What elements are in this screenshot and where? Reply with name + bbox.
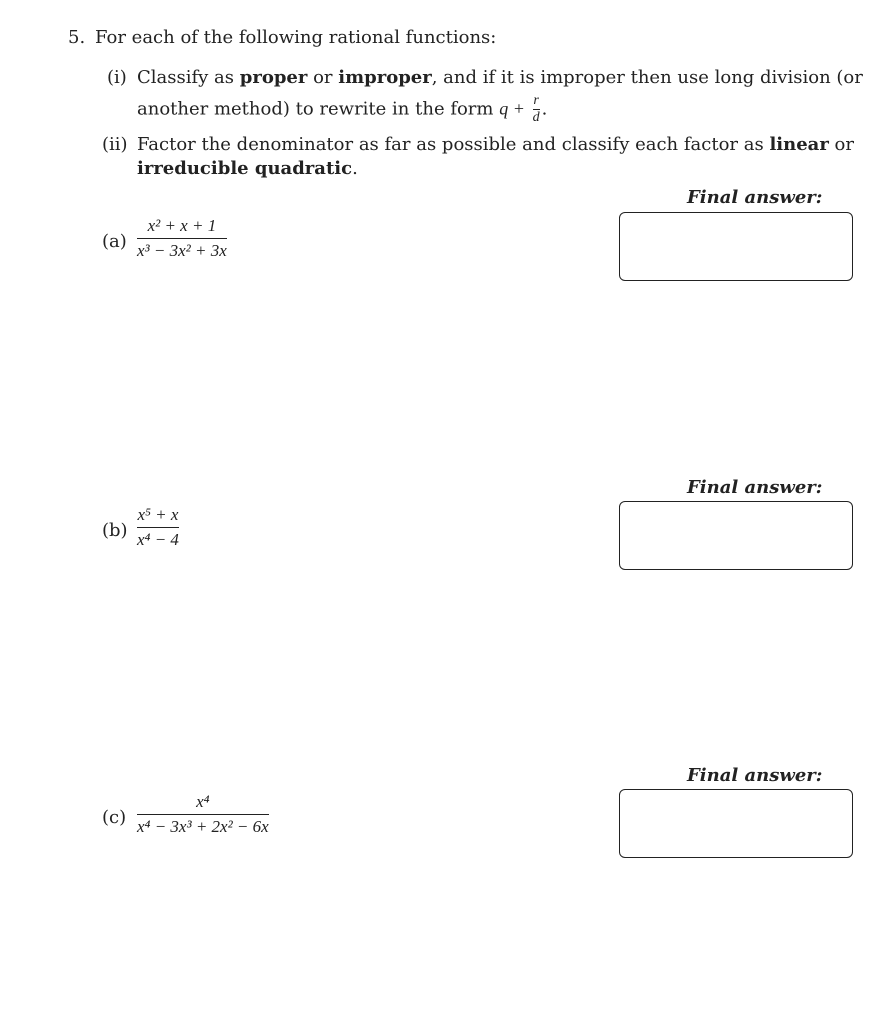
part-i-bold-improper: improper (338, 67, 432, 88)
part-ii-line1 (137, 133, 854, 157)
form-denominator: d (532, 110, 540, 125)
fraction-bar-a (137, 238, 227, 239)
part-i-line1 (137, 66, 863, 90)
part-ii-line2 (137, 157, 358, 181)
fraction-bar-c (137, 814, 269, 815)
denominator-c: x⁴ − 3x³ + 2x² − 6x (137, 817, 269, 836)
answer-box-c[interactable] (619, 789, 853, 858)
part-ii-bold-linear: linear (769, 134, 829, 155)
answer-box-a[interactable] (619, 212, 853, 281)
fraction-bar-b (137, 527, 179, 528)
part-i-line2-text: another method) to rewrite in the form (137, 98, 500, 120)
form-period: . (541, 98, 548, 120)
part-ii-marker: (ii) (102, 134, 128, 155)
part-ii-period: . (352, 158, 358, 179)
part-i-bold-proper: proper (239, 67, 308, 88)
final-answer-label-b: Final answer: (687, 477, 823, 498)
question-intro: For each of the following rational functions: (95, 27, 497, 48)
denominator-b: x⁴ − 4 (137, 530, 179, 549)
numerator-c: x⁴ (196, 792, 210, 811)
part-ii-text-a: Factor the denominator as far as possible and classify each factor as (137, 134, 770, 155)
rational-function-b (137, 504, 179, 551)
form-fraction (533, 94, 540, 125)
answer-box-b[interactable] (619, 501, 853, 570)
numerator-a: x² + x + 1 (147, 216, 217, 235)
numerator-b: x⁵ + x (137, 505, 179, 524)
rational-function-a (137, 215, 227, 262)
rational-function-c (137, 791, 269, 838)
form-numerator: r (533, 93, 539, 108)
problem-label-b: (b) (102, 520, 128, 541)
part-i-text-c: , and if it is improper then use long division (or (431, 67, 863, 88)
part-i-marker: (i) (107, 67, 127, 88)
final-answer-label-c: Final answer: (687, 765, 823, 786)
denominator-a: x³ − 3x² + 3x (137, 241, 227, 260)
form-q: q + (499, 98, 525, 119)
part-ii-text-b: or (828, 134, 854, 155)
question-number: 5. (68, 27, 86, 48)
part-i-line2 (137, 94, 547, 125)
final-answer-label-a: Final answer: (687, 187, 823, 208)
problem-label-a: (a) (102, 231, 127, 252)
part-i-text-b: or (307, 67, 339, 88)
part-ii-bold-irreducible: irreducible quadratic (137, 158, 353, 179)
problem-label-c: (c) (102, 807, 127, 828)
part-i-text-a: Classify as (137, 67, 240, 88)
